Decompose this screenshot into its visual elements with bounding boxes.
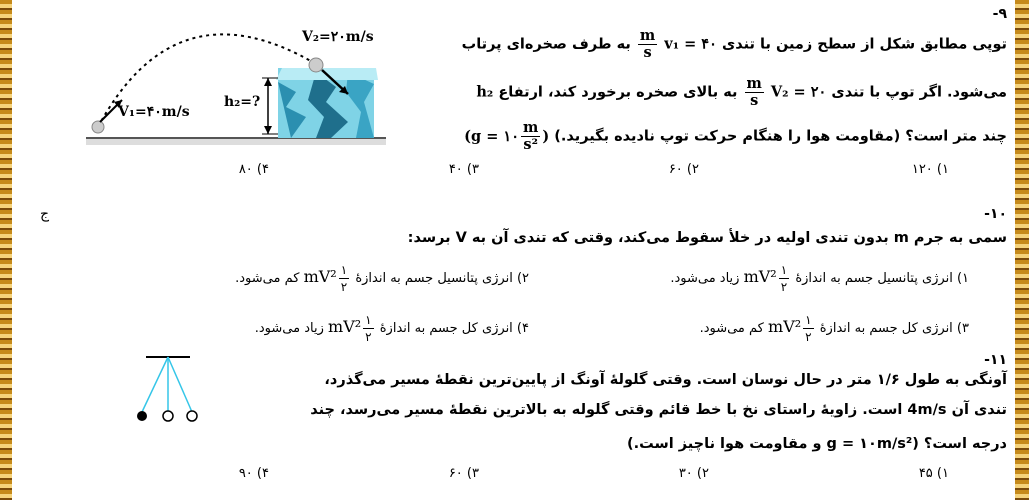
q10-option-3[interactable]: ۳) انرژی کل جسم به اندازهٔ $\frac{۱}{۲}$ mV² کم می‌شود. bbox=[699, 313, 969, 344]
q9-line3-text: چند متر است؟ (مقاومت هوا را هنگام حرکت توپ نادیده بگیرید.) bbox=[554, 128, 1007, 145]
question-9-number: -۹ bbox=[992, 6, 1007, 22]
question-11-line-3: درجه است؟ (g = ۱۰m/s² و مقاومت هوا ناچیز است.) bbox=[626, 436, 1007, 452]
question-11-number: -۱۱ bbox=[984, 352, 1007, 368]
q10-option-1[interactable]: ۱) انرژی پتانسیل جسم به اندازهٔ $\frac{۱}{۲}$ mV² زیاد می‌شود. bbox=[670, 263, 969, 294]
q9-option-1[interactable]: ۱) ۱۲۰ bbox=[911, 162, 949, 177]
q9-figure-v1-label: V₁=۴۰m/s bbox=[118, 104, 190, 120]
ball-end bbox=[309, 58, 323, 72]
q11-option-2[interactable]: ۲) ۳۰ bbox=[678, 466, 709, 481]
q9-line2-pre: می‌شود. اگر توپ با تندی bbox=[831, 84, 1007, 101]
string-right bbox=[168, 357, 192, 412]
ground bbox=[86, 139, 386, 145]
left-border bbox=[0, 0, 12, 500]
q9-line1-pre: توپی مطابق شکل از سطح زمین با تندی bbox=[721, 36, 1007, 53]
ball-start bbox=[92, 121, 104, 133]
q9-unit-fraction: $\frac{m}{s}$ bbox=[639, 27, 656, 61]
right-border bbox=[1015, 0, 1029, 500]
q11-option-4[interactable]: ۴) ۹۰ bbox=[238, 466, 269, 481]
question-10-number: -۱۰ bbox=[984, 206, 1007, 222]
bob-left bbox=[137, 411, 147, 421]
question-9-line-1 bbox=[462, 28, 1007, 61]
q9-g-value: (g = ۱۰ $\frac{m}{\text{s²}}$ ) bbox=[464, 119, 550, 153]
bob-middle bbox=[163, 411, 173, 421]
question-11-line-2: تندی آن 4m/s است. زاویهٔ راستای نخ با خط قائم وقتی گلوله به بالاترین نقطهٔ مسیر می‌رسد، چند bbox=[310, 402, 1007, 418]
q9-v2-value: V₂ = ۲۰ bbox=[770, 83, 827, 101]
q9-option-2[interactable]: ۲) ۶۰ bbox=[668, 162, 699, 177]
string-left bbox=[142, 357, 168, 412]
question-10-stem: سمی به جرم m بدون تندی اولیه در خلأ سقوط می‌کند، وقتی که تندی آن به V برسد: bbox=[407, 230, 1007, 246]
q9-unit-fraction-2: $\frac{m}{s}$ bbox=[746, 75, 762, 109]
margin-mark: ج bbox=[40, 206, 50, 222]
q9-option-4[interactable]: ۴) ۸۰ bbox=[238, 162, 269, 177]
rock-cliff bbox=[276, 68, 378, 138]
q9-h2: h₂ bbox=[476, 83, 494, 101]
q10-option-2[interactable]: ۲) انرژی پتانسیل جسم به اندازهٔ $\frac{۱}{۲}$ mV² کم می‌شود. bbox=[235, 263, 529, 294]
q9-line1-post: به طرف صخره‌ای پرتاب bbox=[461, 36, 631, 53]
q9-figure-v2-label: V₂=۲۰m/s bbox=[302, 29, 374, 45]
q11-option-3[interactable]: ۳) ۶۰ bbox=[448, 466, 479, 481]
q11-pendulum-figure bbox=[128, 352, 208, 428]
question-11-line-1: آونگی به طول ۱/۶ متر در حال نوسان است. وقتی گلولهٔ آونگ از پایین‌ترین نقطهٔ مسیر می‌گذرد، bbox=[324, 372, 1007, 388]
question-9-line-2 bbox=[476, 76, 1007, 109]
q9-figure-h-label: h₂=? bbox=[224, 94, 261, 110]
q9-option-3[interactable]: ۳) ۴۰ bbox=[448, 162, 479, 177]
q10-option-4[interactable]: ۴) انرژی کل جسم به اندازهٔ $\frac{۱}{۲}$ mV² زیاد می‌شود. bbox=[254, 313, 529, 344]
height-arrow-up bbox=[264, 78, 272, 86]
q9-v1-value: v₁ = ۴۰ bbox=[664, 35, 717, 53]
bob-right bbox=[187, 411, 197, 421]
question-9-line-3 bbox=[464, 120, 1007, 153]
q9-line2-post: به بالای صخره برخورد کند، ارتفاع bbox=[498, 84, 738, 101]
q11-option-1[interactable]: ۱) ۴۵ bbox=[918, 466, 949, 481]
height-arrow-down bbox=[264, 126, 272, 134]
